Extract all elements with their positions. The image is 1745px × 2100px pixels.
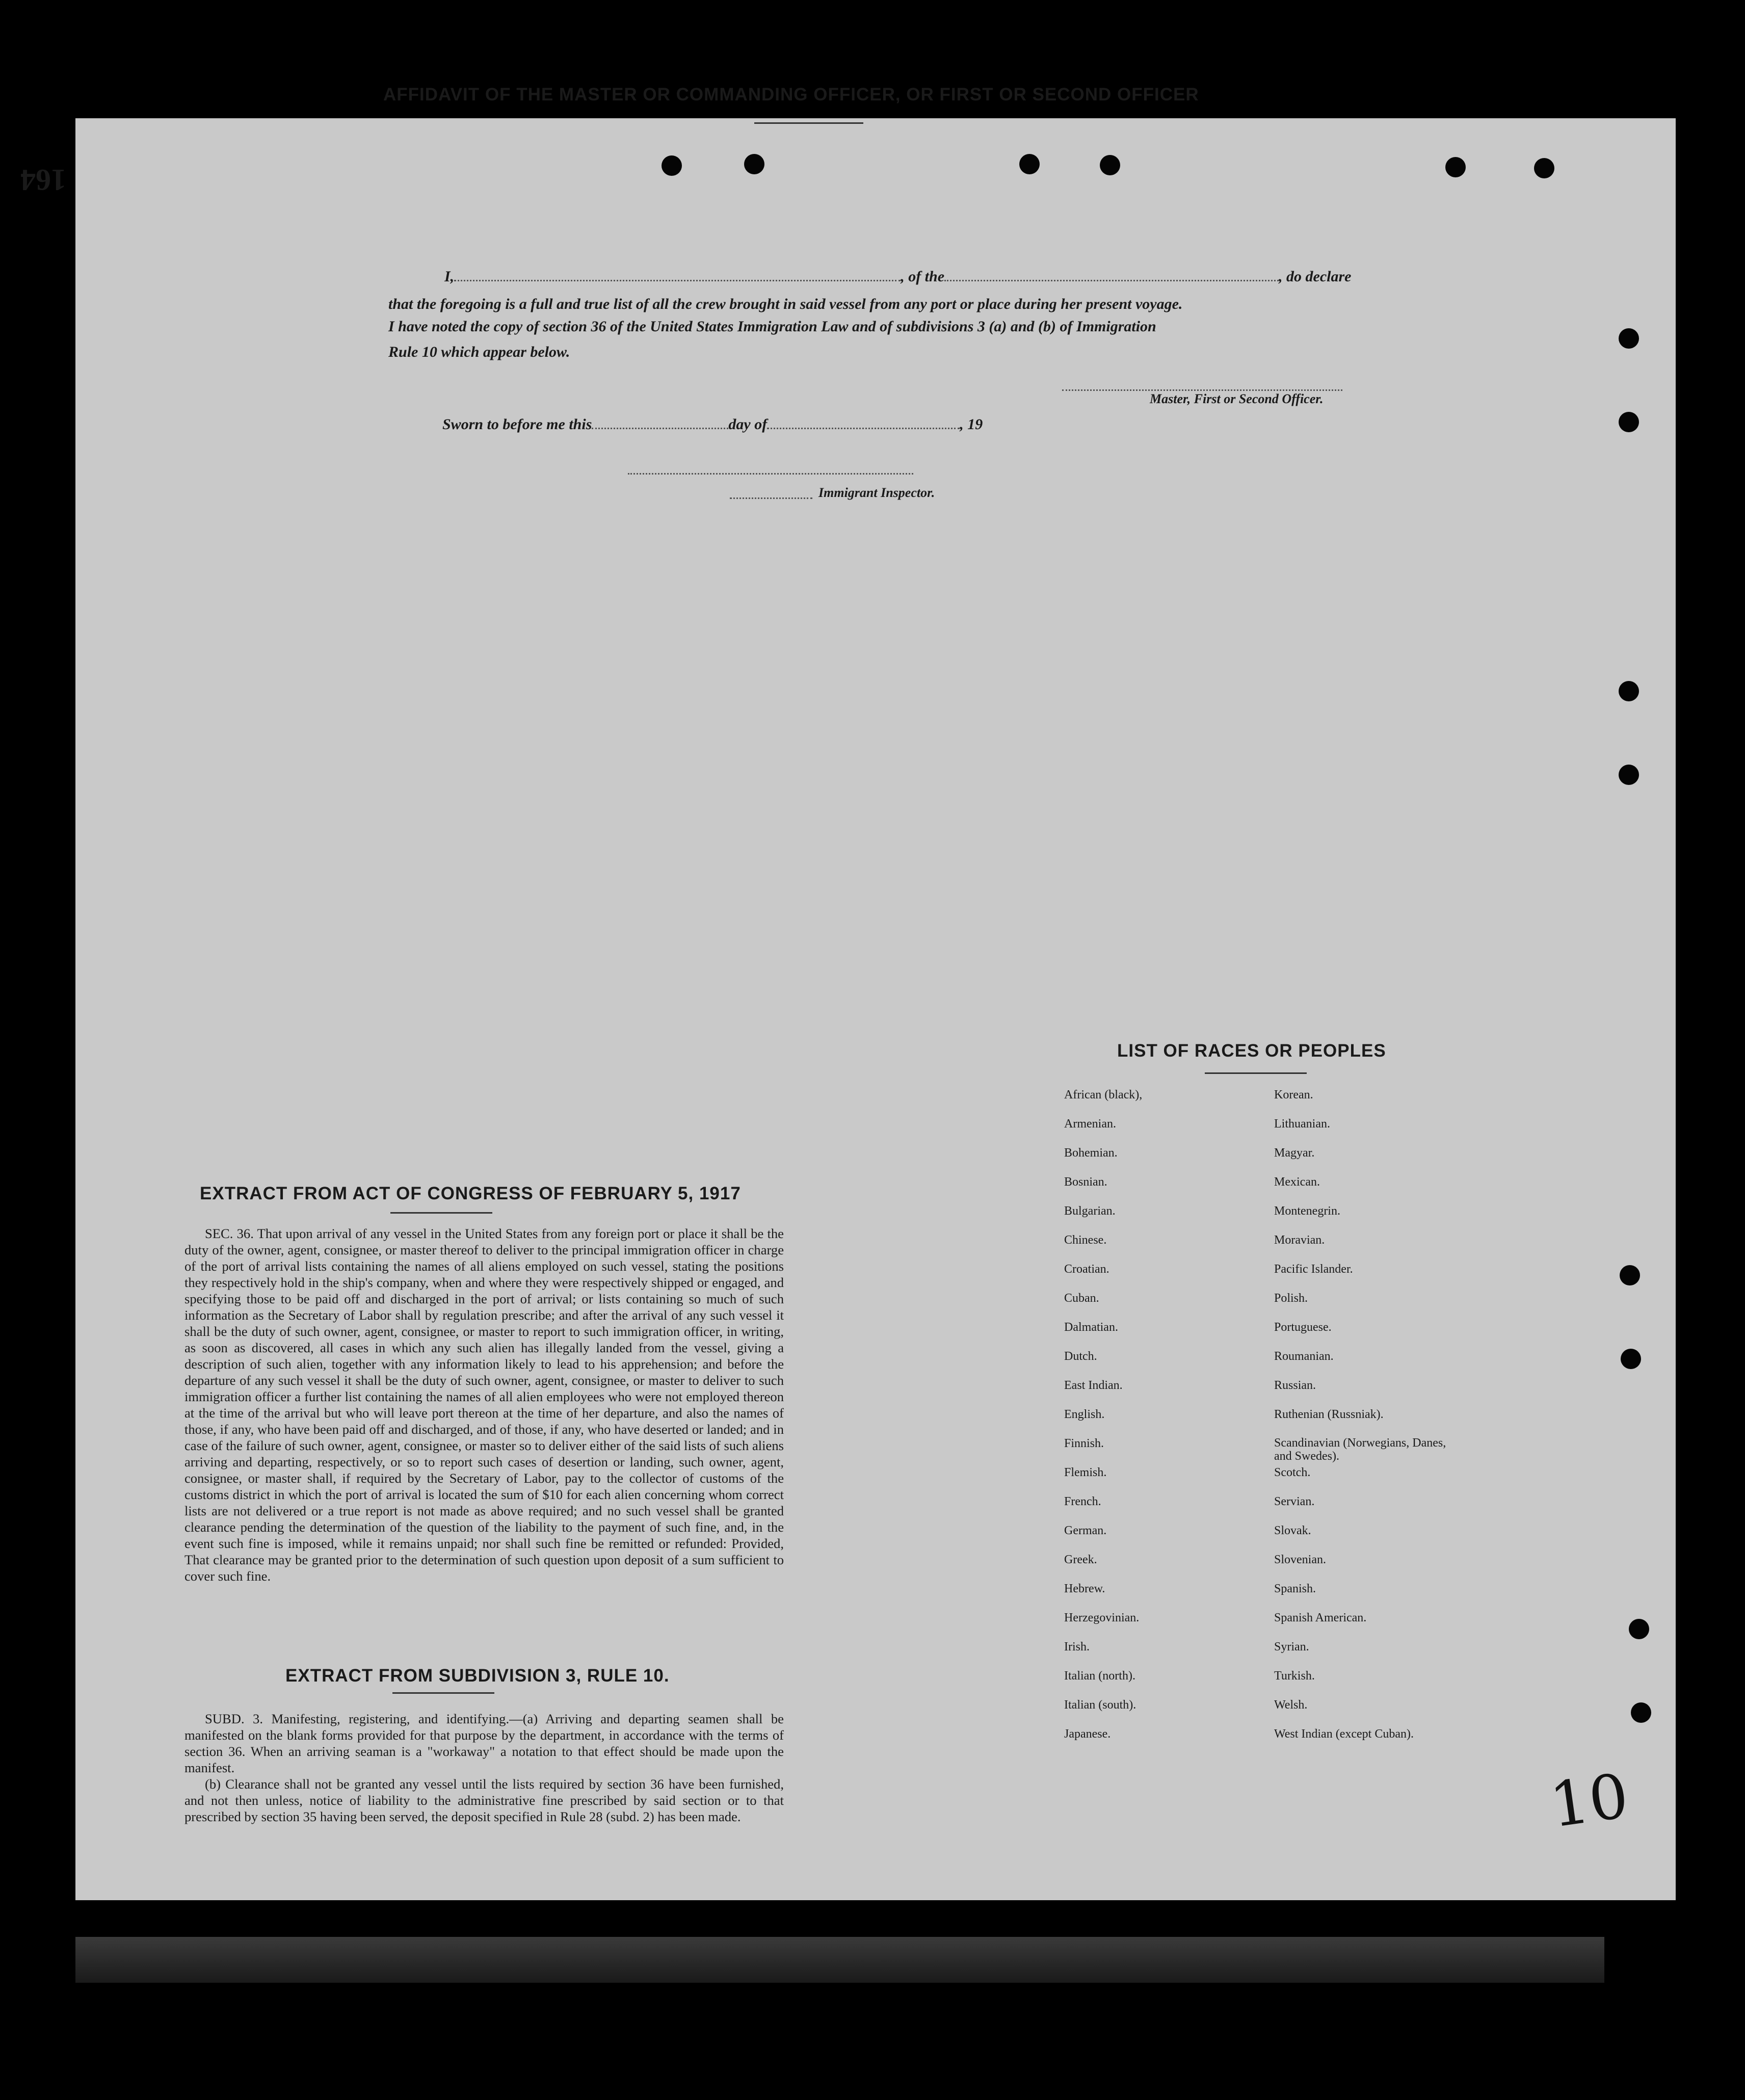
- film-edge: [75, 1937, 1604, 1983]
- punch-hole: [1619, 765, 1639, 785]
- race-item: Scotch.: [1274, 1466, 1311, 1479]
- race-item: Bulgarian.: [1064, 1204, 1116, 1218]
- race-item: English.: [1064, 1408, 1105, 1421]
- race-item: African (black),: [1064, 1088, 1143, 1101]
- race-item: Scandinavian (Norwegians, Danes, and Swedes).: [1274, 1436, 1446, 1463]
- race-item: Armenian.: [1064, 1117, 1116, 1131]
- subdivision-para-b: (b) Clearance shall not be granted any vessel until the lists required by section 36 have been furnished, and not then unless, notice of liability to the administrative fine prescribed by said section or to that prescribed by section 35 having been served, the deposit specified in Rule 28 (subd. 2) has been made.: [184, 1776, 784, 1824]
- race-item: Slovenian.: [1274, 1553, 1326, 1566]
- punch-hole: [1445, 157, 1466, 177]
- title-divider: [754, 122, 863, 124]
- month-field[interactable]: [767, 427, 960, 429]
- race-item: Spanish American.: [1274, 1611, 1367, 1624]
- race-item: Slovak.: [1274, 1524, 1311, 1537]
- day-of-label: day of: [728, 416, 768, 433]
- punch-hole: [662, 155, 682, 176]
- races-right-column: [1274, 1088, 1498, 1756]
- punch-hole: [1534, 158, 1554, 178]
- race-item: Bosnian.: [1064, 1175, 1107, 1189]
- sworn-line: [442, 416, 983, 433]
- race-item: Chinese.: [1064, 1233, 1107, 1247]
- race-item: Ruthenian (Russniak).: [1274, 1408, 1384, 1421]
- race-item: Mexican.: [1274, 1175, 1320, 1189]
- race-item: Magyar.: [1274, 1146, 1315, 1160]
- race-item: German.: [1064, 1524, 1107, 1537]
- year-label: , 19: [960, 416, 983, 433]
- race-item: Italian (north).: [1064, 1669, 1135, 1683]
- races-title: LIST OF RACES OR PEOPLES: [1117, 1041, 1386, 1061]
- punch-hole: [744, 154, 764, 174]
- race-item: Korean.: [1274, 1088, 1313, 1101]
- name-field[interactable]: [454, 279, 901, 281]
- punch-hole: [1629, 1619, 1649, 1639]
- race-item: Hebrew.: [1064, 1582, 1105, 1595]
- race-item: Syrian.: [1274, 1640, 1309, 1653]
- extract-title: EXTRACT FROM ACT OF CONGRESS OF FEBRUARY 5, 1917: [200, 1184, 741, 1203]
- race-item: West Indian (except Cuban).: [1274, 1727, 1414, 1741]
- race-item: Turkish.: [1274, 1669, 1315, 1683]
- punch-hole: [1619, 328, 1639, 349]
- punch-hole: [1019, 154, 1040, 174]
- race-item: Spanish.: [1274, 1582, 1316, 1595]
- race-item: French.: [1064, 1495, 1101, 1508]
- sworn-label: Sworn to before me this: [442, 416, 592, 433]
- section-36-text: SEC. 36. That upon arrival of any vessel in the United States from any foreign port or place it shall be the duty of the owner, agent, consignee, or master thereof to deliver to the principal immigration officer in charge of the port of arrival lists containing the names of all aliens employed on such vessel, stating the positions they respectively hold in the ship's company, when and where they were respectively shipped or engaged, and specifying those to be paid off and discharged in the port of arrival; or lists containing so much of such information as the Secretary of Labor shall by regulation prescribe; and after the arrival of any such vessel it shall be the duty of such owner, agent, consignee, or master to report to such immigration officer, in writing, as soon as discovered, all cases in which any such alien has illegally landed from the vessel, giving a description of such alien, together with any information likely to lead to his apprehension; and before the departure of any such vessel it shall be the duty of such owner, agent, consignee, or master to deliver to such immigration officer a further list containing the names of all alien employees who were not employed thereon at the time of the arrival but who will leave port thereon at the time of her departure, and also the names of those, if any, who have been paid off and discharged, and of those, if any, who have deserted or landed; and in case of the failure of such owner, agent, consignee, or master so to deliver either of the said lists of such aliens arriving and departing, respectively, or so to report such cases of desertion or landing, such owner, agent, consignee, or master shall, if required by the Secretary of Labor, pay to the collector of customs of the customs district in which the port of arrival is located the sum of $10 for each alien concerning whom correct lists are not delivered or a true report is not made as above required; and no such vessel shall be granted clearance pending the determination of the question of the liability to the payment of such fine, and, in the event such fine is imposed, while it remains unpaid; nor shall such fine be remitted or refunded: Provided, That clearance may be granted prior to the determination of such question upon deposit of a sum sufficient to cover such fine.: [184, 1226, 784, 1584]
- punch-hole: [1619, 412, 1639, 432]
- affidavit-line-2: that the foregoing is a full and true list of all the crew brought in said vessel from any port or place during her present voyage.: [388, 296, 1183, 312]
- race-item: Bohemian.: [1064, 1146, 1118, 1160]
- affidavit-line-1: [444, 268, 1351, 285]
- race-item: Portuguese.: [1274, 1321, 1332, 1334]
- vessel-field[interactable]: [944, 279, 1279, 281]
- race-item: Roumanian.: [1274, 1350, 1334, 1363]
- affidavit-line-3: I have noted the copy of section 36 of the United States Immigration Law and of subdivisions 3 (a) and (b) of Immigration: [388, 318, 1156, 335]
- signature-label: Master, First or Second Officer.: [1150, 391, 1324, 406]
- of-label: , of the: [901, 268, 945, 285]
- race-item: Montenegrin.: [1274, 1204, 1340, 1218]
- handwritten-page-number: 164: [20, 163, 66, 197]
- punch-hole: [1631, 1702, 1651, 1723]
- race-item: Italian (south).: [1064, 1698, 1136, 1712]
- races-divider: [1205, 1072, 1307, 1074]
- races-left-column: [1064, 1088, 1142, 1756]
- punch-hole: [1621, 1349, 1641, 1369]
- inspector-label: Immigrant Inspector.: [818, 485, 935, 500]
- race-item: Welsh.: [1274, 1698, 1308, 1712]
- i-label: I,: [444, 268, 455, 285]
- subdivision-divider: [392, 1692, 494, 1694]
- race-item: Finnish.: [1064, 1437, 1104, 1450]
- race-item: Dutch.: [1064, 1350, 1097, 1363]
- race-item: Croatian.: [1064, 1263, 1109, 1276]
- race-item: Dalmatian.: [1064, 1321, 1118, 1334]
- race-item: East Indian.: [1064, 1379, 1123, 1392]
- inspector-signature-field[interactable]: [628, 473, 913, 475]
- race-item: Moravian.: [1274, 1233, 1325, 1247]
- punch-hole: [1620, 1265, 1640, 1285]
- handwritten-mark: 10: [1546, 1761, 1633, 1842]
- subdivision-title: EXTRACT FROM SUBDIVISION 3, RULE 10.: [285, 1666, 670, 1686]
- race-item: Flemish.: [1064, 1466, 1107, 1479]
- extract-divider: [390, 1212, 492, 1214]
- race-item: Servian.: [1274, 1495, 1315, 1508]
- affidavit-line-4: Rule 10 which appear below.: [388, 344, 570, 360]
- punch-hole: [1619, 681, 1639, 701]
- declare-label: , do declare: [1279, 268, 1352, 285]
- affidavit-title: AFFIDAVIT OF THE MASTER OR COMMANDING OFFICER, OR FIRST OR SECOND OFFICER: [383, 85, 1199, 104]
- race-item: Japanese.: [1064, 1727, 1111, 1741]
- race-item: Lithuanian.: [1274, 1117, 1330, 1131]
- race-item: Polish.: [1274, 1292, 1308, 1305]
- inspector-dots: [730, 497, 812, 499]
- signature-field[interactable]: [1062, 389, 1342, 391]
- race-item: Cuban.: [1064, 1292, 1099, 1305]
- race-item: Greek.: [1064, 1553, 1097, 1566]
- race-item: Herzegovinian.: [1064, 1611, 1140, 1624]
- race-item: Russian.: [1274, 1379, 1316, 1392]
- punch-hole: [1100, 155, 1120, 175]
- race-item: Irish.: [1064, 1640, 1090, 1653]
- race-item: Pacific Islander.: [1274, 1263, 1353, 1276]
- day-field[interactable]: [592, 427, 728, 429]
- subdivision-para-a: SUBD. 3. Manifesting, registering, and identifying.—(a) Arriving and departing seamen shall be manifested on the blank forms provided for that purpose by the department, in accordance with the terms of section 36. When an arriving seaman is a "workaway" a notation to that effect should be made upon the manifest.: [184, 1711, 784, 1775]
- subdivision-text: [184, 1711, 784, 1825]
